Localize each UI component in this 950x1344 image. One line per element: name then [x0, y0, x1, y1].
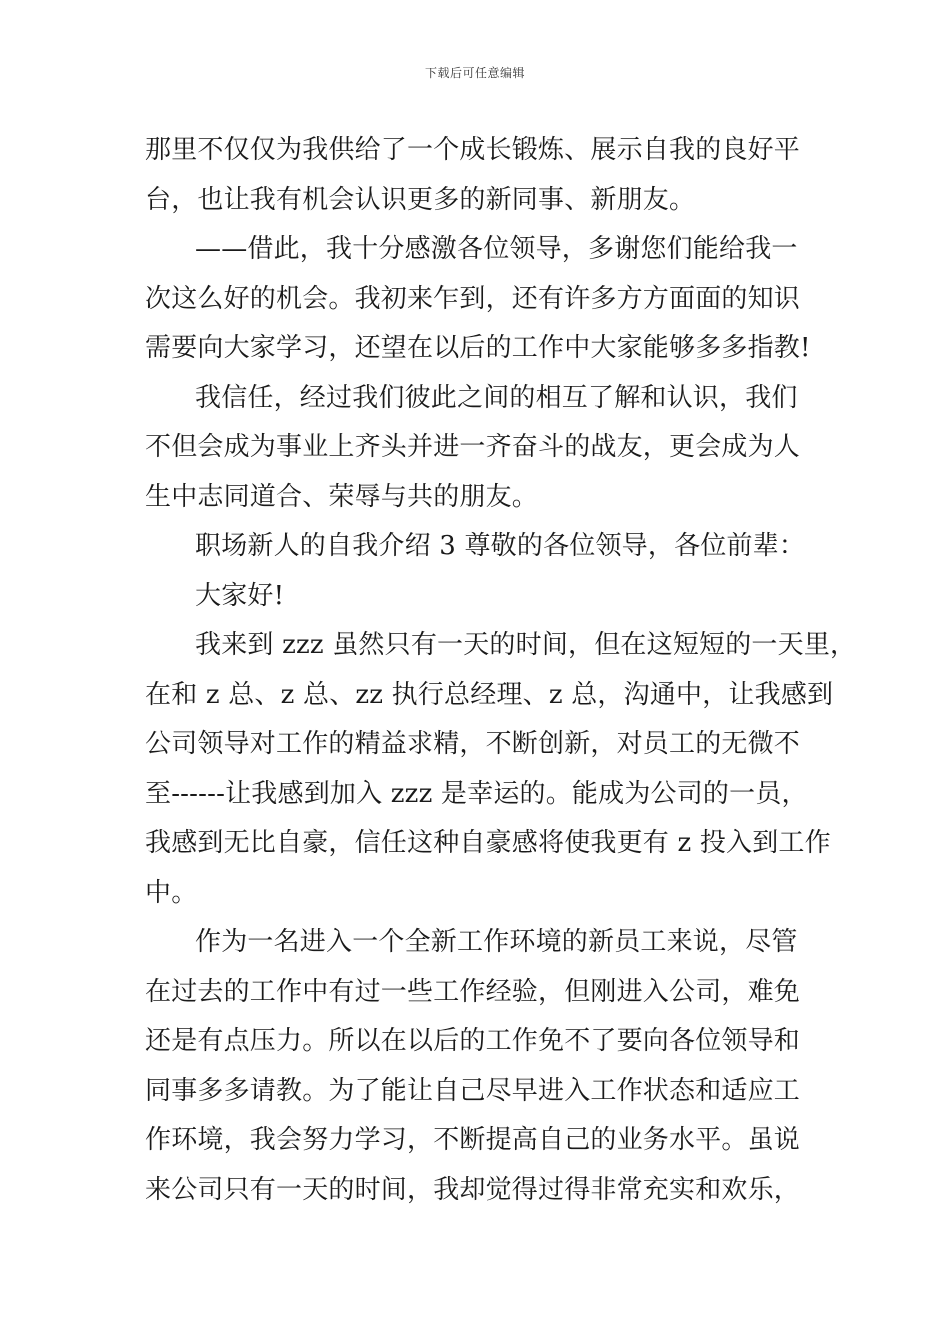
text-line: 还是有点压力。所以在以后的工作免不了要向各位领导和 [145, 1026, 801, 1056]
text-line: ——借此，我十分感激各位领导，多谢您们能给我一 [195, 234, 798, 264]
text-line: 我来到 zzz 虽然只有一天的时间，但在这短短的一天里， [195, 630, 857, 660]
text-line: 公司领导对工作的精益求精，不断创新，对员工的无微不 [145, 729, 801, 759]
text-line: 生中志同道合、荣辱与共的朋友。 [145, 481, 539, 512]
text-line: 大家好! [195, 580, 285, 611]
text-line: 至------让我感到加入 zzz 是幸运的。能成为公司的一员， [145, 778, 808, 809]
text-line: 我感到无比自豪，信任这种自豪感将使我更有 z 投入到工作 [145, 828, 831, 858]
text-line: 不但会成为事业上齐头并进一齐奋斗的战友，更会成为人 [145, 432, 801, 462]
text-line: 需要向大家学习，还望在以后的工作中大家能够多多指教! [145, 333, 811, 363]
text-line: 同事多多请教。为了能让自己尽早进入工作状态和适应工 [145, 1075, 801, 1106]
text-line: 作为一名进入一个全新工作环境的新员工来说，尽管 [195, 927, 798, 957]
page-header: 下载后可任意编辑 [424, 66, 525, 80]
text-line: 台，也让我有机会认识更多的新同事、新朋友。 [145, 184, 696, 215]
text-line: 在过去的工作中有过一些工作经验，但刚进入公司，难免 [145, 976, 801, 1007]
text-line: 我信任，经过我们彼此之间的相互了解和认识，我们 [195, 382, 798, 413]
text-line: 来公司只有一天的时间，我却觉得过得非常充实和欢乐， [145, 1174, 801, 1205]
text-line: 作环境，我会努力学习，不断提高自己的业务水平。虽说 [145, 1125, 801, 1155]
text-line: 中。 [145, 877, 198, 908]
text-line: 在和 z 总、z 总、zz 执行总经理、z 总，沟通中，让我感到 [145, 679, 834, 710]
text-line: 次这么好的机会。我初来乍到，还有许多方方面面的知识 [145, 283, 801, 314]
text-line: 那里不仅仅为我供给了一个成长锻炼、展示自我的良好平 [145, 135, 801, 165]
text-line: 职场新人的自我介绍 3 尊敬的各位领导，各位前辈： [195, 531, 806, 561]
document-body [145, 126, 857, 1215]
